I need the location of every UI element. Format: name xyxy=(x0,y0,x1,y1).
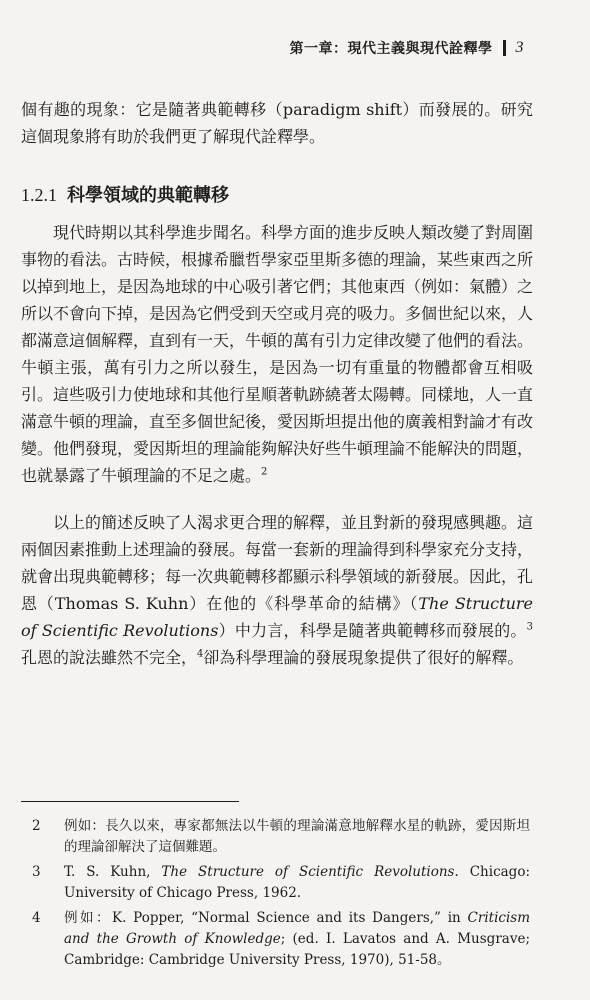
footnote-number: 2 xyxy=(32,818,41,834)
paragraph-2-part1: 以上的簡述反映了人渴求更合理的解釋，並且對新的發現感興趣。這兩個因素推動上述理論的發展。每當一套新的理論得到科學家充分支持，就會出現典範轉移；每一次典範轉移都顯示科學領域的新發展。因此，孔恩（Thomas S. Kuhn）在他的《科學革命的結構》（ xyxy=(21,513,534,613)
footnote-text-pre: 例如：K. Popper, “Normal Science and its Dangers,” in xyxy=(64,910,468,926)
page-number: 3 xyxy=(515,39,524,56)
footnote-number: 3 xyxy=(32,864,41,880)
chapter-title: 第一章：現代主義與現代詮釋學 xyxy=(289,41,493,57)
section-number: 1.2.1 xyxy=(21,185,57,205)
paragraph-2-part4: 卻為科學理論的發展現象提供了很好的解釋。 xyxy=(203,648,524,667)
footnote-3 xyxy=(32,862,530,904)
book-title-italic: The Structure of Scientific Revolutions xyxy=(21,594,533,640)
footnote-text xyxy=(64,862,530,904)
paragraph-2-part2: ）中力言，科學是隨著典範轉移而發展的。 xyxy=(218,621,527,640)
footnote-text xyxy=(64,908,530,971)
footnote-separator xyxy=(21,801,239,802)
footnote-text: 例如：長久以來，專家都無法以牛頓的理論滿意地解釋水星的軌跡，愛因斯坦的理論卻解決了這個難題。 xyxy=(64,818,530,855)
header-divider xyxy=(503,40,506,56)
paragraph-2-part3: 孔恩的說法雖然不完全， xyxy=(21,648,198,667)
footnote-text-post: ; (ed. I. Lavatos and A. Musgrave; Cambridge: Cambridge University Press, 1970), 51-58。 xyxy=(64,931,530,968)
section-heading xyxy=(21,182,533,209)
intro-paragraph: 個有趣的現象：它是隨著典範轉移（paradigm shift）而發展的。研究這個現象將有助於我們更了解現代詮釋學。 xyxy=(21,100,533,146)
footnote-ref-3[interactable]: 3 xyxy=(526,621,533,633)
footnote-number: 4 xyxy=(32,910,41,926)
footnote-2 xyxy=(32,816,530,858)
footnote-ref-4[interactable]: 4 xyxy=(197,648,204,660)
footnote-text-pre: T. S. Kuhn, xyxy=(64,864,162,880)
paragraph-2 xyxy=(21,509,533,671)
paragraph-1-text: 現代時期以其科學進步聞名。科學方面的進步反映人類改變了對周圍事物的看法。古時候，根據希臘哲學家亞里斯多德的理論，某些東西之所以掉到地上，是因為地球的中心吸引著它們；其他東西（例如：氣體）之所以不會向下掉，是因為它們受到天空或月亮的吸力。多個世紀以來，人都滿意這個解釋，直到有一天，牛頓的萬有引力定律改變了他們的看法。牛頓主張，萬有引力之所以發生，是因為一切有重量的物體都會互相吸引。這些吸引力使地球和其他行星順著軌跡繞著太陽轉。同樣地，人一直滿意牛頓的理論，直至多個世紀後，愛因斯坦提出他的廣義相對論才有改變。他們發現，愛因斯坦的理論能夠解決好些牛頓理論不能解決的問題，也就暴露了牛頓理論的不足之處。 xyxy=(21,223,534,485)
body-text xyxy=(21,96,533,671)
paragraph-1 xyxy=(21,219,533,489)
footnote-book-title: The Structure of Scientific Revolutions. xyxy=(161,864,459,880)
footnote-text-post: Chicago: University of Chicago Press, 1962. xyxy=(64,864,530,901)
footnotes xyxy=(32,816,530,975)
running-header xyxy=(290,38,525,58)
footnote-book-title: Criticism and the Growth of Knowledge xyxy=(64,910,530,947)
footnote-ref-2[interactable]: 2 xyxy=(261,466,268,478)
footnote-4 xyxy=(32,908,530,971)
section-title: 科學領域的典範轉移 xyxy=(67,185,229,206)
